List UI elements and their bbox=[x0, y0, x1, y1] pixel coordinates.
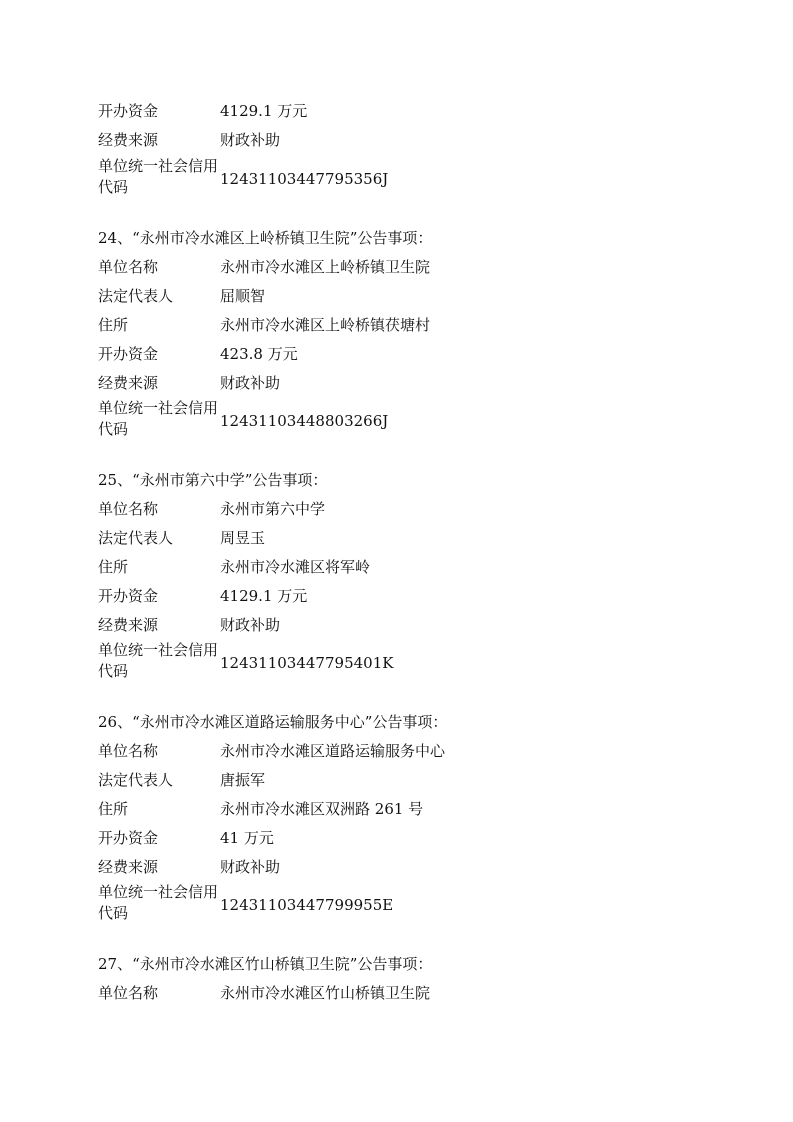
field-label: 单位名称 bbox=[98, 742, 159, 760]
field-label: 经费来源 bbox=[98, 374, 159, 392]
field-value: 永州市冷水滩区道路运输服务中心 bbox=[220, 742, 446, 760]
field-row bbox=[98, 739, 698, 763]
field-label: 单位统一社会信用代码 bbox=[98, 399, 219, 438]
field-label: 法定代表人 bbox=[98, 771, 174, 789]
field-value: 41 万元 bbox=[220, 829, 274, 847]
section-heading: 27、“永州市冷水滩区竹山桥镇卫生院”公告事项： bbox=[98, 955, 433, 973]
field-row bbox=[98, 555, 698, 579]
field-value: 12431103447799955E bbox=[220, 896, 394, 914]
field-value: 永州市第六中学 bbox=[220, 500, 326, 518]
section-heading: 26、“永州市冷水滩区道路运输服务中心”公告事项： bbox=[98, 713, 448, 731]
section-heading: 25、“永州市第六中学”公告事项： bbox=[98, 471, 328, 489]
field-label: 单位统一社会信用代码 bbox=[98, 883, 219, 922]
field-value: 4129.1 万元 bbox=[220, 102, 308, 120]
field-row bbox=[98, 255, 698, 279]
section-heading: 24、“永州市冷水滩区上岭桥镇卫生院”公告事项： bbox=[98, 229, 433, 247]
field-value: 财政补助 bbox=[220, 374, 281, 392]
field-row bbox=[98, 128, 698, 152]
field-label: 开办资金 bbox=[98, 587, 159, 605]
field-label: 单位名称 bbox=[98, 258, 159, 276]
field-row bbox=[98, 284, 698, 308]
field-row bbox=[98, 497, 698, 521]
field-label: 住所 bbox=[98, 316, 129, 334]
field-row bbox=[98, 399, 698, 443]
field-label: 经费来源 bbox=[98, 616, 159, 634]
field-row bbox=[98, 641, 698, 685]
field-value: 屈顺智 bbox=[220, 287, 266, 305]
field-row bbox=[98, 99, 698, 123]
field-label: 开办资金 bbox=[98, 345, 159, 363]
field-label: 住所 bbox=[98, 558, 129, 576]
field-value: 4129.1 万元 bbox=[220, 587, 308, 605]
field-value: 财政补助 bbox=[220, 131, 281, 149]
field-value: 永州市冷水滩区上岭桥镇茯塘村 bbox=[220, 316, 431, 334]
field-label: 经费来源 bbox=[98, 858, 159, 876]
field-value: 永州市冷水滩区上岭桥镇卫生院 bbox=[220, 258, 431, 276]
field-row bbox=[98, 157, 698, 201]
field-row bbox=[98, 313, 698, 337]
field-row bbox=[98, 342, 698, 366]
field-row bbox=[98, 826, 698, 850]
field-row bbox=[98, 981, 698, 1005]
field-label: 法定代表人 bbox=[98, 287, 174, 305]
field-value: 财政补助 bbox=[220, 616, 281, 634]
field-label: 住所 bbox=[98, 800, 129, 818]
field-value: 永州市冷水滩区竹山桥镇卫生院 bbox=[220, 984, 431, 1002]
field-row bbox=[98, 371, 698, 395]
field-value: 唐振军 bbox=[220, 771, 266, 789]
field-row bbox=[98, 855, 698, 879]
field-label: 法定代表人 bbox=[98, 529, 174, 547]
field-row bbox=[98, 613, 698, 637]
field-label: 单位统一社会信用代码 bbox=[98, 157, 219, 196]
field-label: 开办资金 bbox=[98, 829, 159, 847]
field-label: 经费来源 bbox=[98, 131, 159, 149]
field-row bbox=[98, 883, 698, 927]
field-value: 周昱玉 bbox=[220, 529, 266, 547]
field-value: 12431103447795356J bbox=[220, 170, 389, 188]
field-row bbox=[98, 768, 698, 792]
field-value: 12431103447795401K bbox=[220, 654, 394, 672]
field-row bbox=[98, 584, 698, 608]
field-label: 单位统一社会信用代码 bbox=[98, 641, 219, 680]
field-label: 开办资金 bbox=[98, 102, 159, 120]
field-value: 12431103448803266J bbox=[220, 412, 389, 430]
field-row bbox=[98, 797, 698, 821]
field-label: 单位名称 bbox=[98, 984, 159, 1002]
field-value: 423.8 万元 bbox=[220, 345, 298, 363]
field-label: 单位名称 bbox=[98, 500, 159, 518]
field-value: 永州市冷水滩区将军岭 bbox=[220, 558, 371, 576]
field-value: 财政补助 bbox=[220, 858, 281, 876]
field-row bbox=[98, 526, 698, 550]
field-value: 永州市冷水滩区双洲路 261 号 bbox=[220, 800, 424, 818]
